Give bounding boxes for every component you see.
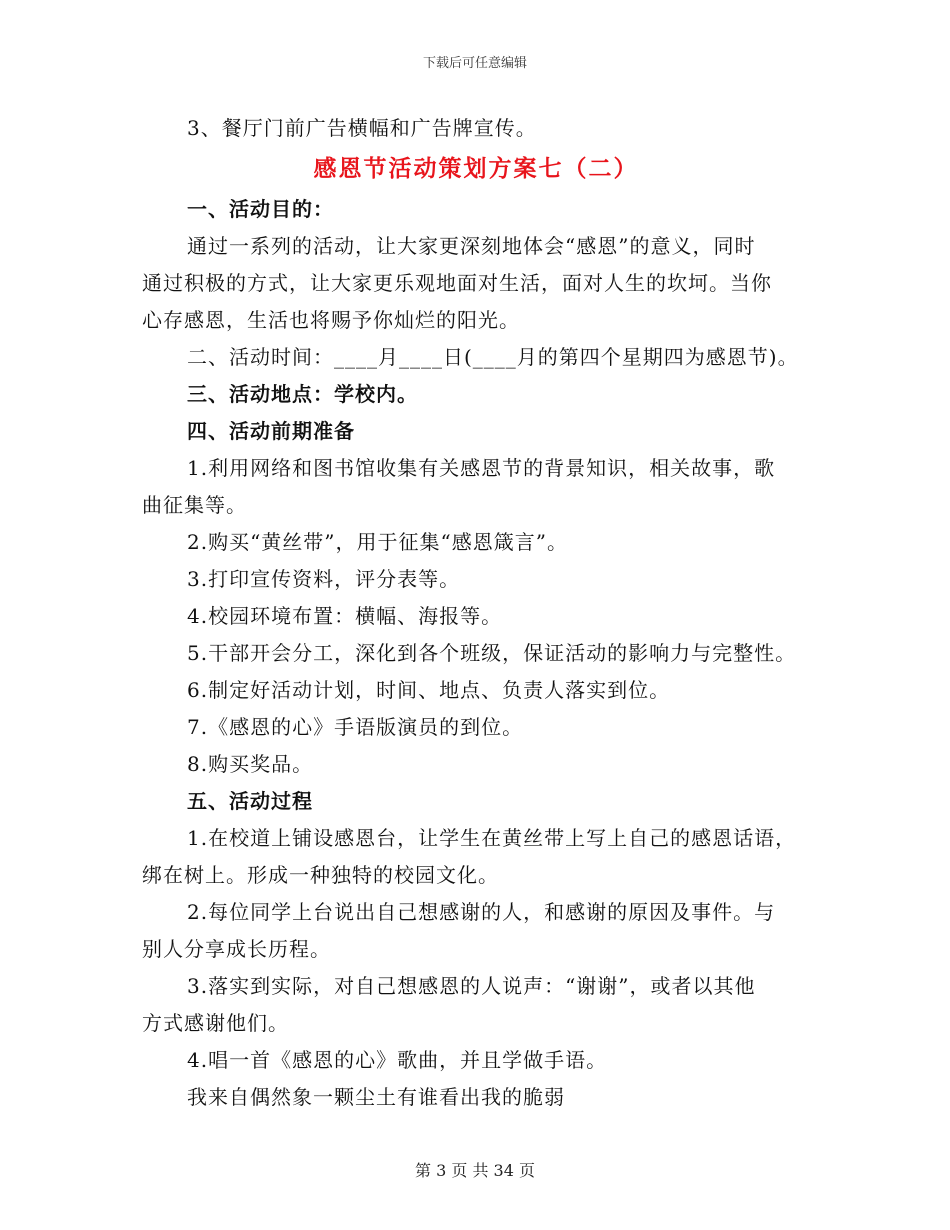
list-item: 1.利用网络和图书馆收集有关感恩节的背景知识，相关故事，歌: [187, 456, 776, 480]
list-item: 4.校园环境布置：横幅、海报等。: [187, 604, 503, 628]
list-item: 我来自偶然象一颗尘土有谁看出我的脆弱: [187, 1085, 565, 1109]
list-item: 曲征集等。: [142, 493, 247, 517]
list-item: 2.每位同学上台说出自己想感谢的人，和感谢的原因及事件。与: [187, 900, 776, 924]
process-heading: 五、活动过程: [187, 789, 313, 813]
page-number: 第 3 页 共 34 页: [415, 1161, 535, 1180]
list-item: 7.《感恩的心》手语版演员的到位。: [187, 715, 524, 739]
list-item: 3.打印宣传资料，评分表等。: [187, 567, 461, 591]
list-item: 6.制定好活动计划，时间、地点、负责人落实到位。: [187, 678, 671, 702]
list-item: 8.购买奖品。: [187, 752, 314, 776]
document-body: [142, 110, 810, 1116]
paragraph-line: 通过一系列的活动，让大家更深刻地体会“感恩”的意义，同时: [187, 234, 756, 258]
intro-line: 3、餐厅门前广告横幅和广告牌宣传。: [187, 116, 537, 140]
header-note: 下载后可任意编辑: [422, 56, 527, 71]
time-line: 二、活动时间：____月____日(____月的第四个星期四为感恩节)。: [187, 345, 799, 369]
paragraph-line: 通过积极的方式，让大家更乐观地面对生活，面对人生的坎坷。当你: [142, 271, 772, 295]
list-item: 方式感谢他们。: [142, 1011, 289, 1035]
paragraph-line: 心存感恩，生活也将赐予你灿烂的阳光。: [142, 308, 520, 332]
location-line: 三、活动地点：学校内。: [187, 382, 418, 406]
list-item: 别人分享成长历程。: [142, 937, 331, 961]
list-item: 3.落实到实际，对自己想感恩的人说声：“谢谢”，或者以其他: [187, 974, 756, 998]
prep-heading: 四、活动前期准备: [187, 419, 355, 443]
list-item: 绑在树上。形成一种独特的校园文化。: [142, 863, 499, 887]
list-item: 5.干部开会分工，深化到各个班级，保证活动的影响力与完整性。: [187, 641, 797, 665]
list-item: 4.唱一首《感恩的心》歌曲，并且学做手语。: [187, 1048, 608, 1072]
purpose-heading: 一、活动目的：: [187, 197, 334, 221]
list-item: 1.在校道上铺设感恩台，让学生在黄丝带上写上自己的感恩话语，: [187, 826, 797, 850]
list-item: 2.购买“黄丝带”，用于征集“感恩箴言”。: [187, 530, 568, 554]
document-title: 感恩节活动策划方案七（二）: [313, 155, 639, 182]
